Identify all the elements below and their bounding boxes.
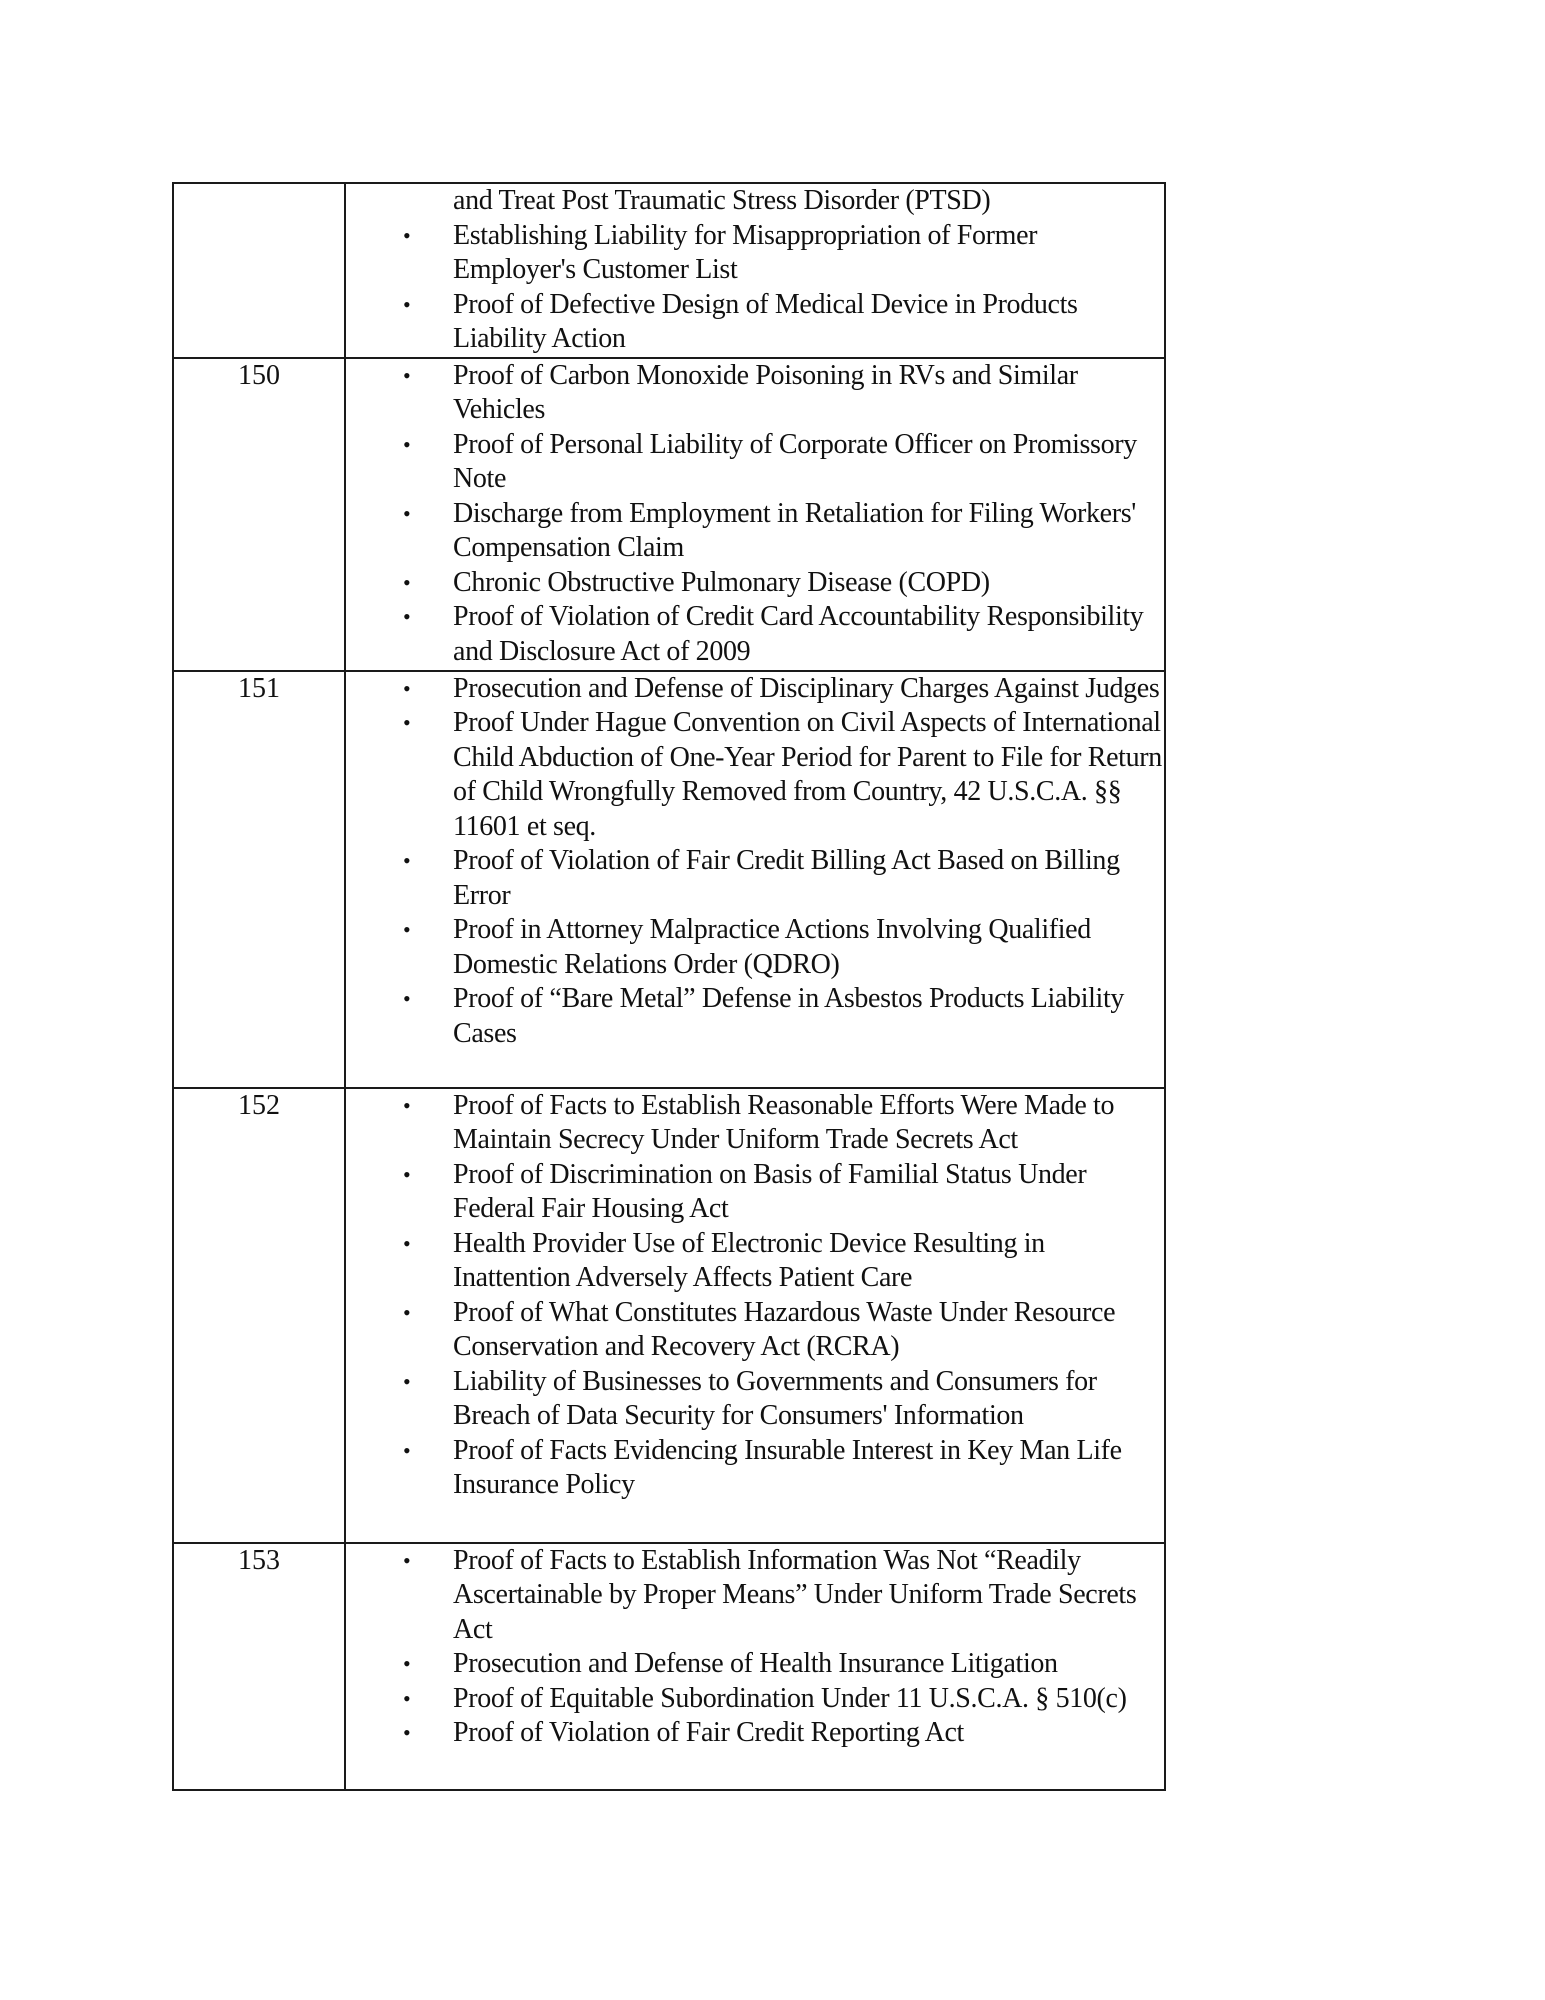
topic-text: Proof of Violation of Fair Credit Billing Act Based on Billing Error: [453, 845, 1120, 911]
topic-text: Proof of Equitable Subordination Under 11 U.S.C.A. § 510(c): [453, 1682, 1127, 1714]
topic-item: [346, 288, 1164, 357]
bullet-icon: •: [403, 431, 411, 457]
bullet-icon: •: [403, 710, 411, 735]
bullet-icon: •: [403, 917, 411, 942]
bullet-icon: •: [403, 500, 411, 526]
bullet-icon: •: [403, 222, 411, 248]
bullet-icon: •: [403, 362, 411, 388]
table-row: [173, 1088, 1165, 1543]
topic-item: [346, 706, 1164, 844]
topic-item: [346, 1716, 1164, 1751]
topic-text: Proof of Facts to Establish Reasonable Efforts Were Made to Maintain Secrecy Under Uniform Trade Secrets Act: [453, 1089, 1115, 1155]
topic-item: [346, 1089, 1164, 1158]
table-row: [173, 183, 1165, 358]
topic-item: [346, 1227, 1164, 1296]
volume-number-cell: 151: [173, 671, 345, 1088]
topic-text: Discharge from Employment in Retaliation for Filing Workers' Compensation Claim: [453, 497, 1136, 563]
bullet-icon: •: [403, 1161, 411, 1187]
topic-text: Prosecution and Defense of Disciplinary Charges Against Judges: [453, 672, 1160, 704]
topic-item: [346, 672, 1164, 707]
bullet-icon: •: [403, 986, 411, 1011]
topic-text: Proof Under Hague Convention on Civil Aspects of International Child Abduction of One-Year Period for Parent to File for Return of Child Wrongfully Removed from Country, 42 U.S.C.A. §§ 11601 et seq.: [453, 707, 1162, 842]
topic-text: Proof of Facts Evidencing Insurable Interest in Key Man Life Insurance Policy: [453, 1434, 1122, 1500]
bullet-icon: •: [403, 1299, 411, 1325]
topic-text: Proof of Violation of Fair Credit Reporting Act: [453, 1717, 964, 1748]
topic-text: and Treat Post Traumatic Stress Disorder (PTSD): [453, 185, 991, 216]
topic-item: [346, 184, 1164, 219]
topic-text: Proof of Personal Liability of Corporate Officer on Promissory Note: [453, 428, 1137, 494]
topics-cell: [345, 671, 1165, 1088]
topics-cell: [345, 358, 1165, 671]
topic-text: Proof of “Bare Metal” Defense in Asbestos Products Liability Cases: [453, 983, 1125, 1049]
topic-item: [346, 844, 1164, 913]
volume-number-cell: 153: [173, 1543, 345, 1790]
topic-item: [346, 1434, 1164, 1503]
bullet-icon: •: [403, 675, 411, 701]
bullet-icon: •: [403, 1547, 411, 1573]
table-row: [173, 358, 1165, 671]
topics-cell: [345, 1088, 1165, 1543]
table-row: [173, 1543, 1165, 1790]
bullet-icon: •: [403, 848, 411, 873]
topic-item: [346, 497, 1164, 566]
topic-item: [346, 1365, 1164, 1434]
topic-text: Proof of What Constitutes Hazardous Waste Under Resource Conservation and Recovery Act (RCRA): [453, 1296, 1116, 1362]
volume-number-cell: 150: [173, 358, 345, 671]
volume-number-cell: [173, 183, 345, 358]
bullet-icon: •: [403, 1092, 411, 1118]
topic-item: [346, 566, 1164, 601]
volume-number-cell: 152: [173, 1088, 345, 1543]
topic-item: [346, 219, 1164, 288]
topic-text: Health Provider Use of Electronic Device Resulting in Inattention Adversely Affects Patient Care: [453, 1227, 1045, 1293]
bullet-icon: •: [403, 1437, 411, 1463]
topics-cell: [345, 1543, 1165, 1790]
topic-item: [346, 600, 1164, 669]
topic-text: Proof of Facts to Establish Information Was Not “Readily Ascertainable by Proper Means” Under Uniform Trade Secrets Act: [453, 1544, 1137, 1645]
bullet-icon: •: [403, 604, 411, 629]
topic-text: Proof of Defective Design of Medical Device in Products Liability Action: [453, 288, 1078, 354]
topics-cell: [345, 183, 1165, 358]
topic-item: [346, 359, 1164, 428]
bullet-icon: •: [403, 569, 411, 595]
topic-list: [346, 672, 1164, 1052]
topic-item: [346, 1296, 1164, 1365]
topic-text: Liability of Businesses to Governments and Consumers for Breach of Data Security for Consumers' Information: [453, 1365, 1097, 1431]
topic-list: [346, 1089, 1164, 1503]
topic-text: Proof of Discrimination on Basis of Familial Status Under Federal Fair Housing Act: [453, 1158, 1087, 1224]
topic-text: Chronic Obstructive Pulmonary Disease (COPD): [453, 566, 990, 598]
topic-item: [346, 1647, 1164, 1682]
bullet-icon: •: [403, 1720, 411, 1745]
topic-item: [346, 1544, 1164, 1648]
topic-item: [346, 982, 1164, 1051]
topic-list: [346, 359, 1164, 670]
topic-item: [346, 428, 1164, 497]
topic-item: [346, 913, 1164, 982]
topic-item: [346, 1682, 1164, 1717]
bullet-icon: •: [403, 291, 411, 317]
bullet-icon: •: [403, 1368, 411, 1394]
topic-text: Establishing Liability for Misappropriation of Former Employer's Customer List: [453, 219, 1038, 285]
topic-text: Prosecution and Defense of Health Insurance Litigation: [453, 1648, 1058, 1679]
topic-item: [346, 1158, 1164, 1227]
topic-text: Proof in Attorney Malpractice Actions Involving Qualified Domestic Relations Order (QDRO): [453, 914, 1091, 980]
bullet-icon: •: [403, 1651, 411, 1676]
bullet-icon: •: [403, 1230, 411, 1256]
table-row: [173, 671, 1165, 1088]
topic-list: [346, 1544, 1164, 1751]
topic-text: Proof of Carbon Monoxide Poisoning in RVs and Similar Vehicles: [453, 359, 1078, 425]
topic-list: [346, 184, 1164, 357]
volume-contents-table: [172, 182, 1166, 1791]
bullet-icon: •: [403, 1685, 411, 1711]
topic-text: Proof of Violation of Credit Card Accountability Responsibility and Disclosure Act of 2009: [453, 601, 1144, 667]
